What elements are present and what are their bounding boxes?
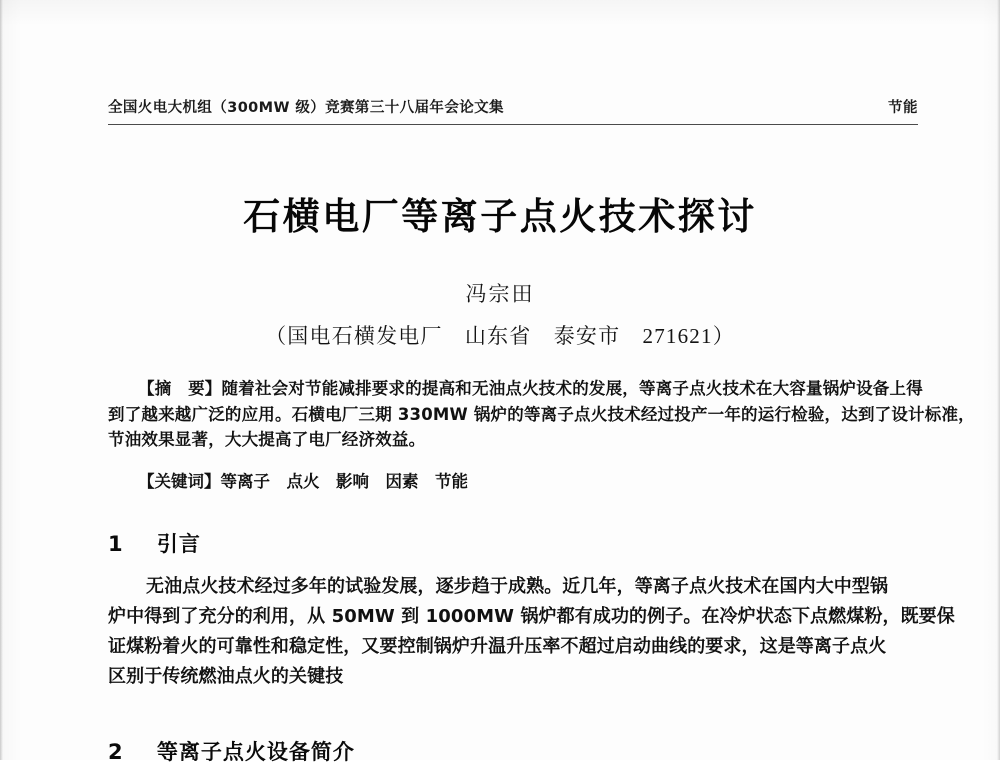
scan-edge-left bbox=[0, 0, 3, 760]
body-line: 区别于传统燃油点火的关键技 bbox=[108, 666, 344, 687]
author-affiliation: （国电石横发电厂 山东省 泰安市 271621） bbox=[265, 324, 735, 348]
body-line: 无油点火技术经过多年的试验发展，逐步趋于成熟。近几年，等离子点火技术在国内大中型锅 bbox=[146, 576, 889, 597]
page-title: 石横电厂等离子点火技术探讨 bbox=[243, 195, 757, 238]
section-heading-2: 2 等离子点火设备简介 bbox=[108, 740, 355, 764]
abstract-line: 【摘 要】随着社会对节能减排要求的提高和无油点火技术的发展，等离子点火技术在大容量锅炉设备上得 bbox=[138, 379, 923, 398]
running-head-right: 节能 bbox=[888, 100, 918, 116]
running-head bbox=[108, 96, 918, 120]
abstract-line: 节油效果显著，大大提高了电厂经济效益。 bbox=[108, 430, 426, 449]
section-1-paragraph bbox=[108, 572, 955, 692]
running-head-rule bbox=[108, 124, 918, 125]
abstract-block bbox=[108, 376, 975, 453]
abstract-line: 到了越来越广泛的应用。石横电厂三期 330MW 锅炉的等离子点火技术经过投产一年的运行检验，达到了设计标准， bbox=[108, 404, 975, 424]
section-heading-1: 1 引言 bbox=[108, 532, 201, 556]
keywords-line: 【关键词】等离子 点火 影响 因素 节能 bbox=[138, 472, 468, 491]
body-line: 证煤粉着火的可靠性和稳定性，又要控制锅炉升温升压率不超过启动曲线的要求，这是等离子点火 bbox=[108, 636, 887, 657]
running-head-left: 全国火电大机组（300MW 级）竞赛第三十八届年会论文集 bbox=[108, 100, 504, 116]
body-line: 炉中得到了充分的利用，从 50MW 到 1000MW 锅炉都有成功的例子。在冷炉状态下点燃煤粉，既要保 bbox=[108, 606, 955, 627]
author-name: 冯宗田 bbox=[465, 282, 535, 306]
